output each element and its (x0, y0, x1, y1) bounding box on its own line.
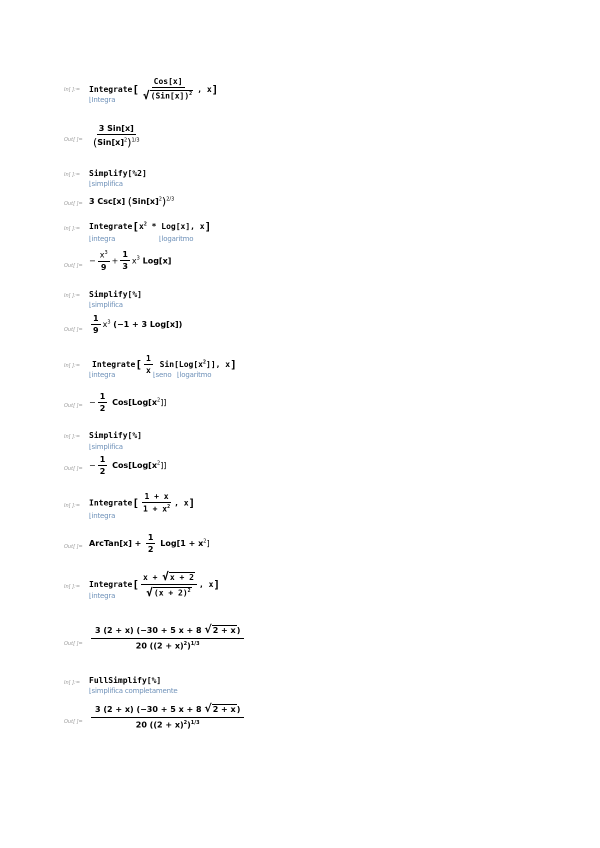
input-integrate-log[interactable]: $Integrate[x^2 * Log[x]$, x] (89, 220, 212, 233)
denominator: Sin[x] (97, 138, 124, 147)
out-label: Out[ ]= (64, 137, 83, 143)
input-simplify-2[interactable]: Simplify[%2] (89, 169, 147, 178)
output-2: 3 Csc[x] $(Sin[x]^2)^{2/3}$ (89, 195, 175, 208)
hint-logaritmo[interactable]: ⌊logaritmo (159, 235, 194, 243)
hint-integra[interactable]: ⌊integra (89, 371, 116, 379)
in-label: In[ ]:= (64, 680, 81, 686)
out-label: Out[ ]= (64, 719, 83, 725)
in-label: In[ ]:= (64, 434, 81, 440)
out-label: Out[ ]= (64, 201, 83, 207)
input-fullsimplify[interactable]: FullSimplify[%] (89, 676, 162, 685)
input-integrate-sqrt[interactable]: Integrate[ $\frac{x + √x + 2}{√(x + 2)^2}$ , x] (89, 570, 221, 599)
in-label: In[ ]:= (64, 172, 81, 178)
denominator: Sin[x] (155, 92, 185, 101)
out-label: Out[ ]= (64, 544, 83, 550)
hint-simplifica-completamente[interactable]: ⌊simplifica completamente (89, 687, 178, 695)
output-9: $\frac{3 (2 + x) (-30 + 5 x + 8 √2 + x)}{20 ((2 + x)^2)^{1/3}}$ (89, 702, 246, 730)
hint-integra[interactable]: ⌊integra (89, 512, 116, 520)
fraction: $\frac{\text{Cos[x]}}{√(Sin[x])^2}$ (142, 77, 193, 102)
in-label: In[ ]:= (64, 363, 81, 369)
in-label: In[ ]:= (64, 226, 81, 232)
numerator: 3 Sin[x] (98, 124, 134, 133)
input-integrate-cos[interactable]: Integrate[ $\frac{\text{Cos[x]}}{√(Sin[x])^2}$ , x] (89, 77, 219, 102)
hint-simplifica[interactable]: ⌊simplifica (89, 443, 123, 451)
cmd: Integrate (89, 85, 133, 94)
output-8: $\frac{3 (2 + x) (-30 + 5 x + 8 √2 + x)}{20 ((2 + x)^2)^{1/3}}$ (89, 623, 246, 651)
out-label: Out[ ]= (64, 466, 83, 472)
hint-simplifica[interactable]: ⌊simplifica (89, 301, 123, 309)
input-simplify[interactable]: Simplify[%] (89, 290, 142, 299)
out-label: Out[ ]= (64, 263, 83, 269)
in-label: In[ ]:= (64, 87, 81, 93)
hint-logaritmo[interactable]: ⌊logaritmo (177, 371, 212, 379)
input-integrate-sin-log[interactable]: Integrate[ $\frac{1}{x}$ $Sin[Log[x^2]]$, x] (92, 354, 237, 375)
output-4: $\frac{1}{9}$ $x^3$ (−1 + 3 Log[x]) (93, 314, 183, 335)
output-5: − $\frac{1}{2}$ $Cos[Log[x^2]]$ (89, 392, 167, 413)
hint-integra[interactable]: ⌊Integra (89, 96, 116, 104)
output-3: − $\frac{x^3}{9}$ + $\frac{1}{3}$ $x^3$ Log[x] (89, 250, 172, 272)
out-label: Out[ ]= (64, 327, 83, 333)
hint-integra[interactable]: ⌊integra (89, 235, 116, 243)
tail: , x (197, 85, 212, 94)
hint-simplifica[interactable]: ⌊simplifica (89, 180, 123, 188)
hint-integra[interactable]: ⌊integra (89, 592, 116, 600)
output-1: $\frac{\text{3 Sin[x]}}{(Sin[x]^2)^{1/3}}$ (93, 124, 140, 149)
output-6: − $\frac{1}{2}$ $Cos[Log[x^2]]$ (89, 455, 167, 476)
out-label: Out[ ]= (64, 641, 83, 647)
hint-seno[interactable]: ⌊seno (153, 371, 172, 379)
in-label: In[ ]:= (64, 584, 81, 590)
input-integrate-rational[interactable]: Integrate[ $\frac{1 + x}{1 + x^2}$ , x] (89, 492, 196, 514)
out-label: Out[ ]= (64, 403, 83, 409)
in-label: In[ ]:= (64, 293, 81, 299)
input-simplify[interactable]: Simplify[%] (89, 431, 142, 440)
in-label: In[ ]:= (64, 503, 81, 509)
output-7: ArcTan[x] + $\frac{1}{2}$ $Log[1 + x^2]$ (89, 533, 210, 554)
numerator: Cos[x] (153, 77, 183, 86)
